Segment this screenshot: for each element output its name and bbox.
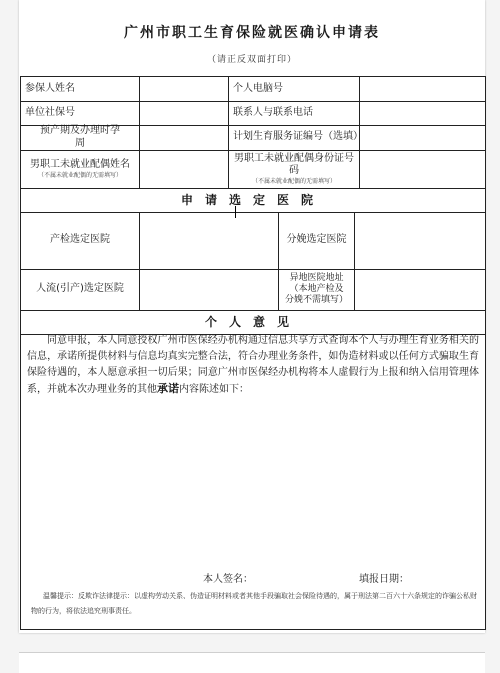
- consent-text-bold: 承诺: [157, 382, 179, 395]
- remote-hospital-label: [279, 269, 354, 310]
- fraud-warning: 温馨提示：反欺诈法律提示：以虚构劳动关系、伪造证明材料或者其他手段骗取社会保险待遇的，属于刑法第二百六十六条规定的诈骗公私财物的行为，将依法追究刑事责任。: [31, 592, 477, 615]
- spouse-id-label-line2: 码: [289, 165, 299, 177]
- next-page-edge: [19, 652, 485, 673]
- consent-text-part1: 同意申报，本人同意授权广州市医保经办机构通过信息共享方式查询本个人与办理生育业务相关的信息，承诺所提供材料与信息均真实完整合法，符合办理业务条件，如伪造材料或以任何方式骗取生育保险待遇的，本人愿意承担一切后果；同意广州市医保经办机构将本人虚假行为上报和纳入信用管理体系，并就本次办理业务的其他: [27, 335, 479, 395]
- print-note: （请正反双面打印）: [206, 55, 297, 65]
- date-label: 填报日期：: [359, 574, 409, 585]
- family-plan-no-label: 计划生育服务证编号（选填）: [233, 131, 363, 143]
- employer-social-no-label: 单位社保号: [25, 106, 75, 118]
- due-date-label-line1: 预产期及办理时孕: [40, 125, 120, 136]
- employer-social-no-value[interactable]: [140, 101, 228, 125]
- spouse-name-label-text: 男职工未就业配偶姓名: [30, 159, 130, 170]
- consent-text-part2: 内容陈述如下：: [179, 384, 249, 395]
- spouse-name-label: [21, 150, 139, 188]
- form-title: 广州市职工生育保险就医确认申请表: [124, 25, 380, 41]
- insured-name-label: 参保人姓名: [25, 82, 75, 94]
- personal-phone-value[interactable]: [360, 77, 485, 101]
- contact-phone-value[interactable]: [360, 101, 485, 125]
- text-cursor: [235, 206, 236, 218]
- abortion-hospital-label: 人流(引产)选定医院: [36, 283, 124, 295]
- remote-hospital-line2: （本地产检及: [289, 283, 344, 294]
- contact-phone-label: 联系人与联系电话: [233, 106, 313, 118]
- spouse-id-note: （不属未就业配偶的无需填写）: [251, 177, 336, 185]
- hospital-section-heading: 申请选定医院: [180, 192, 325, 207]
- delivery-hospital-label: 分娩选定医院: [286, 234, 347, 246]
- due-date-value[interactable]: [140, 125, 228, 150]
- due-date-label: [21, 125, 139, 150]
- application-form: [20, 76, 486, 630]
- spouse-id-label-line1: 男职工未就业配偶身份证号: [234, 152, 354, 164]
- remote-hospital-line3: 分娩不需填写）: [284, 295, 348, 306]
- spouse-name-note: （不属未就业配偶的无需填写）: [37, 171, 122, 179]
- abortion-hospital-value[interactable]: [140, 269, 278, 310]
- opinion-section-heading: 个人意见: [204, 314, 301, 329]
- date-field[interactable]: [414, 570, 474, 584]
- prenatal-hospital-label: 产检选定医院: [50, 234, 110, 246]
- consent-statement: [27, 333, 479, 398]
- family-plan-no-value[interactable]: [360, 125, 485, 150]
- due-date-label-line2: 周: [75, 137, 85, 149]
- remote-hospital-value[interactable]: [355, 269, 485, 310]
- signature-field[interactable]: [268, 570, 348, 584]
- spouse-id-value[interactable]: [360, 150, 485, 188]
- spouse-id-label: [229, 150, 359, 188]
- insured-name-value[interactable]: [140, 77, 228, 101]
- personal-phone-label: 个人电脑号: [233, 82, 283, 94]
- form-page: [19, 0, 485, 633]
- signature-label: 本人签名：: [203, 574, 253, 585]
- remote-hospital-line1: 异地医院地址: [289, 272, 344, 283]
- delivery-hospital-value[interactable]: [355, 212, 485, 269]
- prenatal-hospital-value[interactable]: [140, 212, 278, 269]
- spouse-name-value[interactable]: [140, 150, 228, 188]
